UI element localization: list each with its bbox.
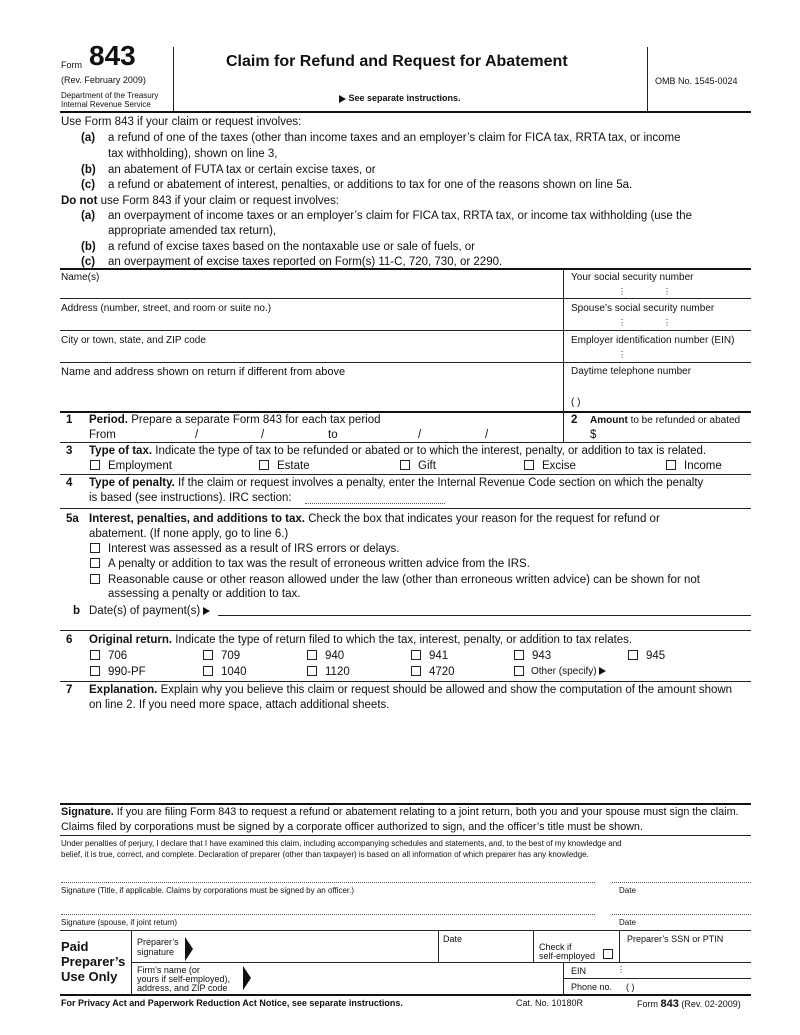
taxpayer-date-label: Date <box>619 886 636 895</box>
line1-number: 1 <box>66 414 73 426</box>
firm-name-label-2: yours if self-employed), <box>137 974 231 984</box>
return-945-checkbox[interactable] <box>628 650 638 660</box>
preparer-signature-input[interactable] <box>200 937 436 961</box>
donot-a-label: (a) <box>81 210 96 222</box>
use-a-text-cont: tax withholding), shown on line 3, <box>108 148 278 160</box>
line1-text: Period. Prepare a separate Form 843 for each tax period <box>89 414 381 426</box>
line3-rule <box>60 474 751 475</box>
line2-number: 2 <box>571 414 578 426</box>
preparer-bottom-rule <box>60 994 751 996</box>
line2-label: Amount to be refunded or abated <box>590 415 741 426</box>
irs-errors-label: Interest was assessed as a result of IRS errors or delays. <box>108 543 400 555</box>
return-other-checkbox[interactable] <box>514 666 524 676</box>
line6-rule <box>60 681 751 682</box>
spouse-signature-line <box>61 914 595 915</box>
use-b-text: an abatement of FUTA tax or certain excise taxes, or <box>108 164 376 176</box>
address-label: Address (number, street, and room or suite no.) <box>61 303 272 314</box>
preparer-phone-parens: ( ) <box>626 982 635 992</box>
gift-checkbox[interactable] <box>400 460 410 470</box>
spouse-ssn-sep-2: ⋮ <box>663 318 671 327</box>
self-employed-label: Check if <box>539 942 572 952</box>
phone-label: Daytime telephone number <box>571 366 692 377</box>
name-block-divider <box>563 268 564 411</box>
paid-label: Paid <box>61 939 89 954</box>
spouse-date-line <box>612 914 751 915</box>
taxpayer-signature-label: Signature (Title, if applicable. Claims by corporations must be signed by an officer.) <box>61 886 355 895</box>
explanation-textarea[interactable] <box>89 716 753 804</box>
reasonable-cause-checkbox[interactable] <box>90 574 100 584</box>
signature-text: Signature. If you are filing Form 843 to request a refund or abatement relating to a joint return, both you and your spouse must sign the claim. <box>61 806 739 818</box>
return-1120-checkbox[interactable] <box>307 666 317 676</box>
return-709-label: 709 <box>221 650 241 662</box>
use-only-label: Use Only <box>61 969 118 984</box>
line7-rule <box>60 803 751 805</box>
line1-rule <box>60 442 751 443</box>
line7-text-cont: on line 2. If you need more space, attach additional sheets. <box>89 699 390 711</box>
omb-number: OMB No. 1545-0024 <box>655 76 738 86</box>
phone-parens: ( ) <box>571 397 581 408</box>
preparer-top-rule <box>60 930 751 931</box>
preparer-ein-sep: ⋮ <box>617 965 625 974</box>
name-diff-input[interactable] <box>62 382 556 404</box>
line7-number: 7 <box>66 684 73 696</box>
use-c-text: a refund or abatement of interest, penalties, or additions to tax for one of the reasons shown on line 5a. <box>108 179 633 191</box>
preparer-signature-label: Preparer’s <box>137 937 179 947</box>
excise-label: Excise <box>542 460 576 472</box>
line5-text-cont: abatement. (If none apply, go to line 6.) <box>89 528 289 540</box>
signature-text-cont: Claims filed by corporations must be signed by a corporate officer authorized to sign, and the officer’s title must be shown. <box>61 821 643 833</box>
erroneous-advice-label: A penalty or addition to tax was the result of erroneous written advice from the IRS. <box>108 558 530 570</box>
taxpayer-date-line <box>612 882 751 883</box>
line3-text: Type of tax. Indicate the type of tax to be refunded or abated or to which the interest, penalty, or addition to tax is related. <box>89 445 707 457</box>
return-1040-label: 1040 <box>221 666 247 678</box>
payment-dates-label: Date(s) of payment(s) <box>89 604 210 620</box>
line4-rule <box>60 508 751 509</box>
line5-number: 5a <box>66 513 79 525</box>
return-943-checkbox[interactable] <box>514 650 524 660</box>
to-slash-2: / <box>485 429 489 441</box>
line6-number: 6 <box>66 634 73 646</box>
form-word: Form <box>61 60 82 70</box>
dollar-sign: $ <box>590 429 597 441</box>
ssn-sep-2: ⋮ <box>663 287 671 296</box>
line6-text: Original return. Indicate the type of return filed to which the tax, interest, penalty, or addition to tax relates. <box>89 634 633 646</box>
agency: Internal Revenue Service <box>61 100 151 109</box>
return-990pf-checkbox[interactable] <box>90 666 100 676</box>
return-940-label: 940 <box>325 650 345 662</box>
income-checkbox[interactable] <box>666 460 676 470</box>
footer-form-label: Form 843 (Rev. 02-2009) <box>637 998 741 1010</box>
taxpayer-signature-input[interactable] <box>62 866 596 882</box>
city-label: City or town, state, and ZIP code <box>61 335 206 346</box>
use-a-label: (a) <box>81 132 96 144</box>
ssn-sep-1: ⋮ <box>618 287 626 296</box>
to-label: to <box>328 429 338 441</box>
firm-name-label-3: address, and ZIP code <box>137 983 228 993</box>
reasonable-cause-label: Reasonable cause or other reason allowed under the law (other than erroneous written advice) can be shown for not <box>108 574 700 586</box>
donot-a-text: an overpayment of income taxes or an employer’s claim for FICA tax, RRTA tax, or income tax withholding (use the <box>108 210 692 222</box>
return-940-checkbox[interactable] <box>307 650 317 660</box>
preparer-ssn-divider <box>619 930 620 962</box>
excise-checkbox[interactable] <box>524 460 534 470</box>
header-divider-right <box>647 47 648 111</box>
city-input[interactable] <box>62 349 556 362</box>
form-title: Claim for Refund and Request for Abatement <box>226 53 568 70</box>
arrow-icon <box>339 95 346 103</box>
spouse-signature-input[interactable] <box>62 898 596 914</box>
return-4720-label: 4720 <box>429 666 455 678</box>
use-a-text: a refund of one of the taxes (other than income taxes and an employer’s claim for FICA tax, RRTA tax, or income <box>108 132 681 144</box>
estate-checkbox[interactable] <box>259 460 269 470</box>
other-specify-input[interactable] <box>620 665 752 678</box>
revision-date: (Rev. February 2009) <box>61 75 146 85</box>
self-employed-checkbox[interactable] <box>603 949 613 959</box>
line1-divider <box>563 411 564 442</box>
return-1040-checkbox[interactable] <box>203 666 213 676</box>
ssn-label: Your social security number <box>571 272 694 283</box>
header-rule <box>60 111 751 113</box>
from-slash-1: / <box>195 429 199 441</box>
line5-text: Interest, penalties, and additions to tax. Check the box that indicates your reason for the request for refund or <box>89 513 660 525</box>
line4-text: Type of penalty. If the claim or request involves a penalty, enter the Internal Revenue Code section on which the penalty <box>89 477 704 489</box>
return-709-checkbox[interactable] <box>203 650 213 660</box>
row-rule-3 <box>60 362 751 363</box>
from-slash-2: / <box>261 429 265 441</box>
use-c-label: (c) <box>81 179 96 191</box>
arrow-icon <box>599 667 606 675</box>
arrow-icon <box>203 607 210 615</box>
preparer-phone-label: Phone no. <box>571 982 613 992</box>
line5-rule <box>60 630 751 631</box>
irs-errors-checkbox[interactable] <box>90 543 100 553</box>
from-label: From <box>89 429 116 441</box>
header-divider-left <box>173 47 174 111</box>
preparers-label: Preparer’s <box>61 954 126 969</box>
preparer-ein-rule <box>563 978 751 979</box>
row-rule-2 <box>60 330 751 331</box>
wedge-arrow-icon <box>185 937 193 961</box>
signature-rule <box>60 835 751 836</box>
form-number: 843 <box>89 40 136 71</box>
line4-text-cont: is based (see instructions). IRC section: <box>89 492 292 504</box>
ein-sep: ⋮ <box>618 350 626 359</box>
line7-text: Explanation. Explain why you believe this claim or request should be allowed and show the computation of the amount shown <box>89 684 733 696</box>
return-1120-label: 1120 <box>325 666 350 678</box>
return-4720-checkbox[interactable] <box>411 666 421 676</box>
intro-rule <box>60 268 751 270</box>
row-rule-1 <box>60 298 751 299</box>
amount-input[interactable] <box>602 429 746 442</box>
spouse-ssn-label: Spouse’s social security number <box>571 303 715 314</box>
preparer-check-divider <box>533 930 534 962</box>
donot-a-text-cont: appropriate amended tax return), <box>108 225 277 237</box>
taxpayer-signature-line <box>61 882 595 883</box>
employment-label: Employment <box>108 460 172 472</box>
wedge-arrow-icon <box>243 966 251 990</box>
use-b-label: (b) <box>81 164 96 176</box>
return-945-label: 945 <box>646 650 666 662</box>
preparer-signature-label-cont: signature <box>137 947 175 957</box>
donot-b-label: (b) <box>81 241 96 253</box>
return-706-checkbox[interactable] <box>90 650 100 660</box>
return-other-label: Other (specify) <box>531 666 606 677</box>
preparer-date-divider <box>438 930 439 962</box>
to-slash-1: / <box>418 429 422 441</box>
preparer-ein-label: EIN <box>571 966 587 976</box>
spouse-signature-label: Signature (spouse, if joint return) <box>61 918 178 927</box>
catalog-number: Cat. No. 10180R <box>516 998 584 1008</box>
gift-label: Gift <box>418 460 436 472</box>
name-diff-label: Name and address shown on return if different from above <box>61 366 346 378</box>
return-990pf-label: 990-PF <box>108 666 146 678</box>
preparer-ssn-label: Preparer’s SSN or PTIN <box>627 934 724 944</box>
return-941-label: 941 <box>429 650 449 662</box>
names-label: Name(s) <box>61 272 100 283</box>
perjury-statement-cont: belief, it is true, correct, and complete. Declaration of preparer (other than taxpayer) is based on all information of which preparer has any knowledge. <box>61 850 589 859</box>
spouse-ssn-sep-1: ⋮ <box>618 318 626 327</box>
line5b-label: b <box>73 605 81 617</box>
perjury-statement: Under penalties of perjury, I declare that I have examined this claim, including accompanying schedules and statements, and, to the best of my knowledge and <box>61 839 622 848</box>
return-941-checkbox[interactable] <box>411 650 421 660</box>
return-706-label: 706 <box>108 650 128 662</box>
donot-c-label: (c) <box>81 256 96 268</box>
instructions-note: See separate instructions. <box>339 93 461 103</box>
use-line: Use Form 843 if your claim or request involves: <box>61 116 302 128</box>
preparer-mid-rule <box>131 962 751 963</box>
irc-section-input[interactable] <box>306 491 448 504</box>
payment-dates-input[interactable] <box>220 603 754 616</box>
self-employed-label-cont: self-employed <box>539 951 596 961</box>
donot-line: Do not use Form 843 if your claim or request involves: <box>61 195 340 207</box>
ein-label: Employer identification number (EIN) <box>571 335 735 346</box>
income-label: Income <box>684 460 722 472</box>
preparer-date-label: Date <box>443 934 463 944</box>
line4-number: 4 <box>66 477 73 489</box>
spouse-date-label: Date <box>619 918 636 927</box>
donot-b-text: a refund of excise taxes based on the nontaxable use or sale of fuels, or <box>108 241 475 253</box>
employment-checkbox[interactable] <box>90 460 100 470</box>
erroneous-advice-checkbox[interactable] <box>90 558 100 568</box>
firm-name-label: Firm’s name (or <box>137 965 200 975</box>
reasonable-cause-label-cont: assessing a penalty or addition to tax. <box>108 588 301 600</box>
return-943-label: 943 <box>532 650 552 662</box>
department: Department of the Treasury <box>61 91 159 100</box>
privacy-notice: For Privacy Act and Paperwork Reduction Act Notice, see separate instructions. <box>61 998 403 1008</box>
firm-name-input[interactable] <box>258 966 562 992</box>
donot-c-text: an overpayment of excise taxes reported on Form(s) 11-C, 720, 730, or 2290. <box>108 256 503 268</box>
address-input[interactable] <box>62 317 556 330</box>
estate-label: Estate <box>277 460 310 472</box>
line3-number: 3 <box>66 445 73 457</box>
